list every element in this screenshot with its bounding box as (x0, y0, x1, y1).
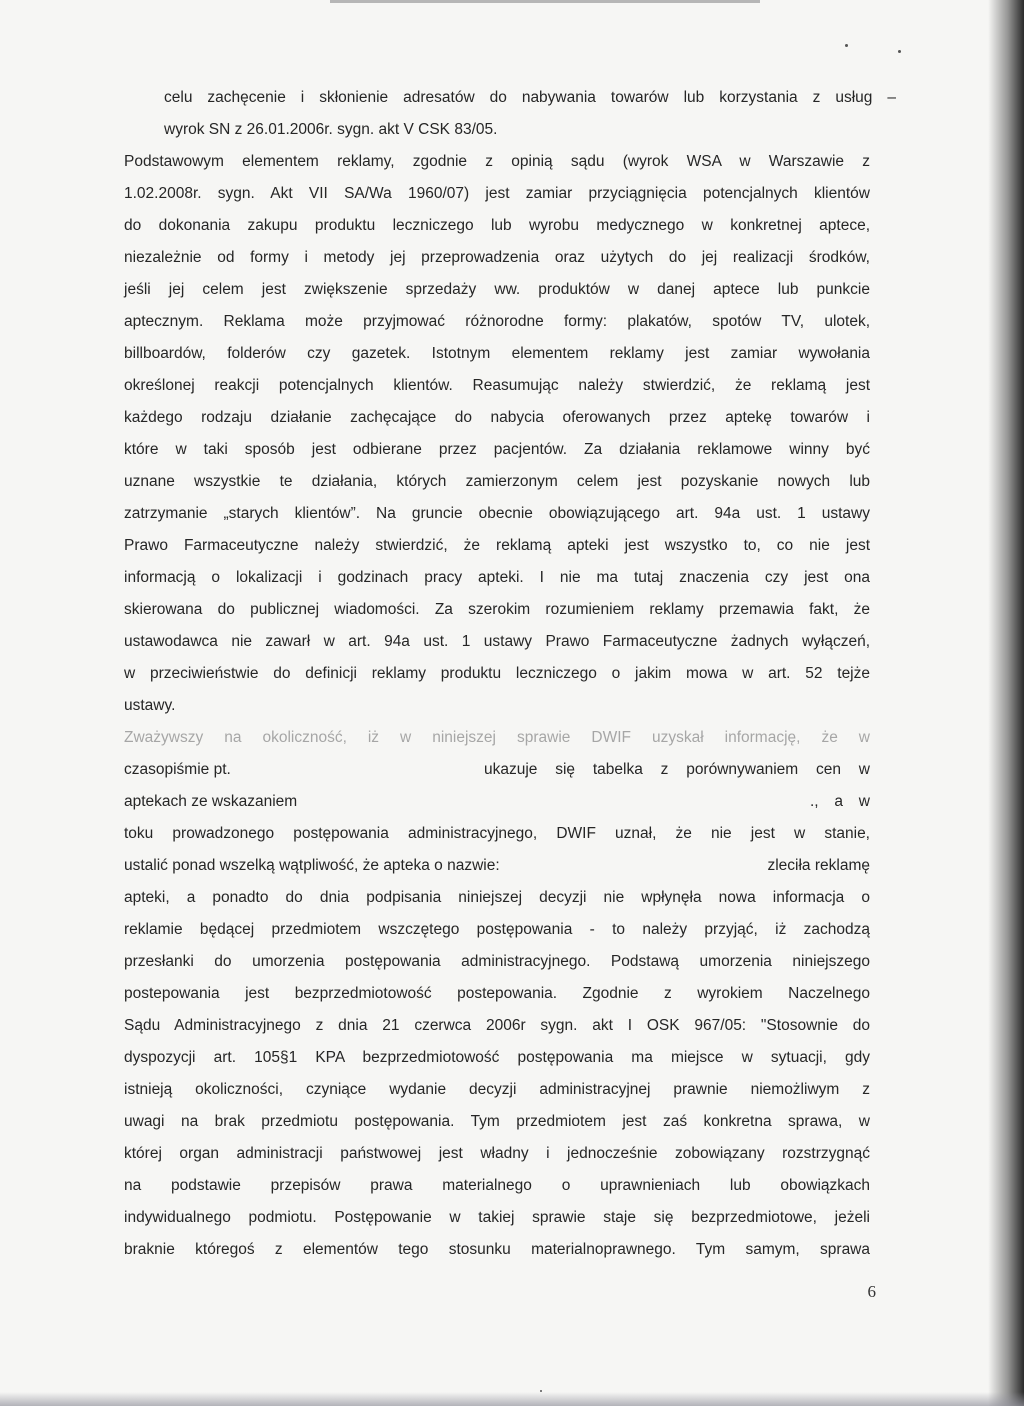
text-line: ustawodawca nie zawarł w art. 94a ust. 1 ustawy Prawo Farmaceutyczne żadnych wyłączeń, (124, 633, 870, 650)
text-line: postepowania jest bezprzedmiotowość postepowania. Zgodnie z wyrokiem Naczelnego (124, 985, 870, 1002)
text-line: reklamie będącej przedmiotem wszczętego postępowania - to należy przyjąć, iż zachodzą (124, 921, 870, 938)
text-line: określonej reakcji potencjalnych klientów. Reasumując należy stwierdzić, że reklamą jest (124, 377, 870, 394)
scan-artifact-bottom-edge (0, 1392, 1024, 1406)
text-line: każdego rodzaju działanie zachęcające do nabycia oferowanych przez aptekę towarów i (124, 409, 870, 426)
scan-speck (898, 50, 901, 53)
text-line: indywidualnego podmiotu. Postępowanie w takiej sprawie staje się bezprzedmiotowe, jeżeli (124, 1209, 870, 1226)
text-line: braknie któregoś z elementów tego stosunku materialnoprawnego. Tym samym, sprawa (124, 1241, 870, 1258)
scan-artifact-right-edge (988, 0, 1024, 1406)
text-line: zatrzymanie „starych klientów”. Na gruncie obecnie obowiązującego art. 94a ust. 1 ustawy (124, 505, 870, 522)
scan-speck (845, 44, 848, 47)
text-line: jeśli jej celem jest zwiększenie sprzedaży ww. produktów w danej aptece lub punkcie (124, 281, 870, 298)
text-line: billboardów, folderów czy gazetek. Istotnym elementem reklamy jest zamiar wywołania (124, 345, 870, 362)
text-line: uwagi na brak przedmiotu postępowania. Tym przedmiotem jest zaś konkretna sprawa, w (124, 1113, 870, 1130)
text-line: której organ administracji państwowej jest władny i jednocześnie zobowiązany rozstrzygnąć (124, 1145, 870, 1162)
text-line-redacted-left: aptekach ze wskazaniem (124, 793, 298, 810)
text-line-redacted-left: czasopiśmie pt. (124, 761, 231, 778)
text-line: na podstawie przepisów prawa materialnego o uprawnieniach lub obowiązkach (124, 1177, 870, 1194)
text-line: uznane wszystkie te działania, których zamierzonym celem jest pozyskanie nowych lub (124, 473, 870, 490)
text-line: 1.02.2008r. sygn. Akt VII SA/Wa 1960/07) jest zamiar przyciągnięcia potencjalnych klientów (124, 185, 870, 202)
text-line: dyspozycji art. 105§1 KPA bezprzedmiotowość postępowania ma miejsce w sytuacji, gdy (124, 1049, 870, 1066)
text-line: informacją o lokalizacji i godzinach pracy apteki. I nie ma tutaj znaczenia czy jest ona (124, 569, 870, 586)
text-line: w przeciwieństwie do definicji reklamy produktu leczniczego o jakim mowa w art. 52 tejże (124, 665, 870, 682)
text-line: które w taki sposób jest odbierane przez pacjentów. Za działania reklamowe winny być (124, 441, 870, 458)
text-line: przesłanki do umorzenia postępowania administracyjnego. Podstawą umorzenia niniejszego (124, 953, 870, 970)
text-line-redacted-left: ustalić ponad wszelką wątpliwość, że apteka o nazwie: (124, 857, 500, 874)
text-line: skierowana do publicznej wiadomości. Za szerokim rozumieniem reklamy przemawia fakt, że (124, 601, 870, 618)
text-line-faint: Zważywszy na okoliczność, iż w niniejszej sprawie DWIF uzyskał informację, że w (124, 729, 870, 746)
text-line-redacted-right: ., a w (810, 793, 870, 810)
text-line: ustawy. (124, 697, 176, 714)
text-line: apteki, a ponadto do dnia podpisania niniejszej decyzji nie wpłynęła nowa informacja o (124, 889, 870, 906)
scan-speck (540, 1390, 542, 1392)
text-line-redacted-right: zleciła reklamę (767, 857, 870, 874)
text-line: Podstawowym elementem reklamy, zgodnie z opinią sądu (wyrok WSA w Warszawie z (124, 153, 870, 170)
page-number: 6 (867, 1282, 876, 1301)
text-line: toku prowadzonego postępowania administracyjnego, DWIF uznał, że nie jest w stanie, (124, 825, 870, 842)
text-line: do dokonania zakupu produktu leczniczego lub wyrobu medycznego w konkretnej aptece, (124, 217, 870, 234)
text-line: wyrok SN z 26.01.2006r. sygn. akt V CSK 83/05. (164, 121, 498, 138)
text-line: istnieją okoliczności, czyniące wydanie decyzji administracyjnej prawnie niemożliwym z (124, 1081, 870, 1098)
text-line: Prawo Farmaceutyczne należy stwierdzić, że reklamą apteki jest wszystko to, co nie jest (124, 537, 870, 554)
text-line: aptecznym. Reklama może przyjmować różnorodne formy: plakatów, spotów TV, ulotek, (124, 313, 870, 330)
text-line: celu zachęcenie i skłonienie adresatów do nabywania towarów lub korzystania z usług – (164, 89, 896, 106)
text-line-redacted-right: ukazuje się tabelka z porównywaniem cen w (484, 761, 870, 778)
scan-artifact-top (330, 0, 760, 3)
text-line: Sądu Administracyjnego z dnia 21 czerwca 2006r sygn. akt I OSK 967/05: "Stosownie do (124, 1017, 870, 1034)
text-line: niezależnie od formy i metody jej przeprowadzenia oraz użytych do jej realizacji środków, (124, 249, 870, 266)
